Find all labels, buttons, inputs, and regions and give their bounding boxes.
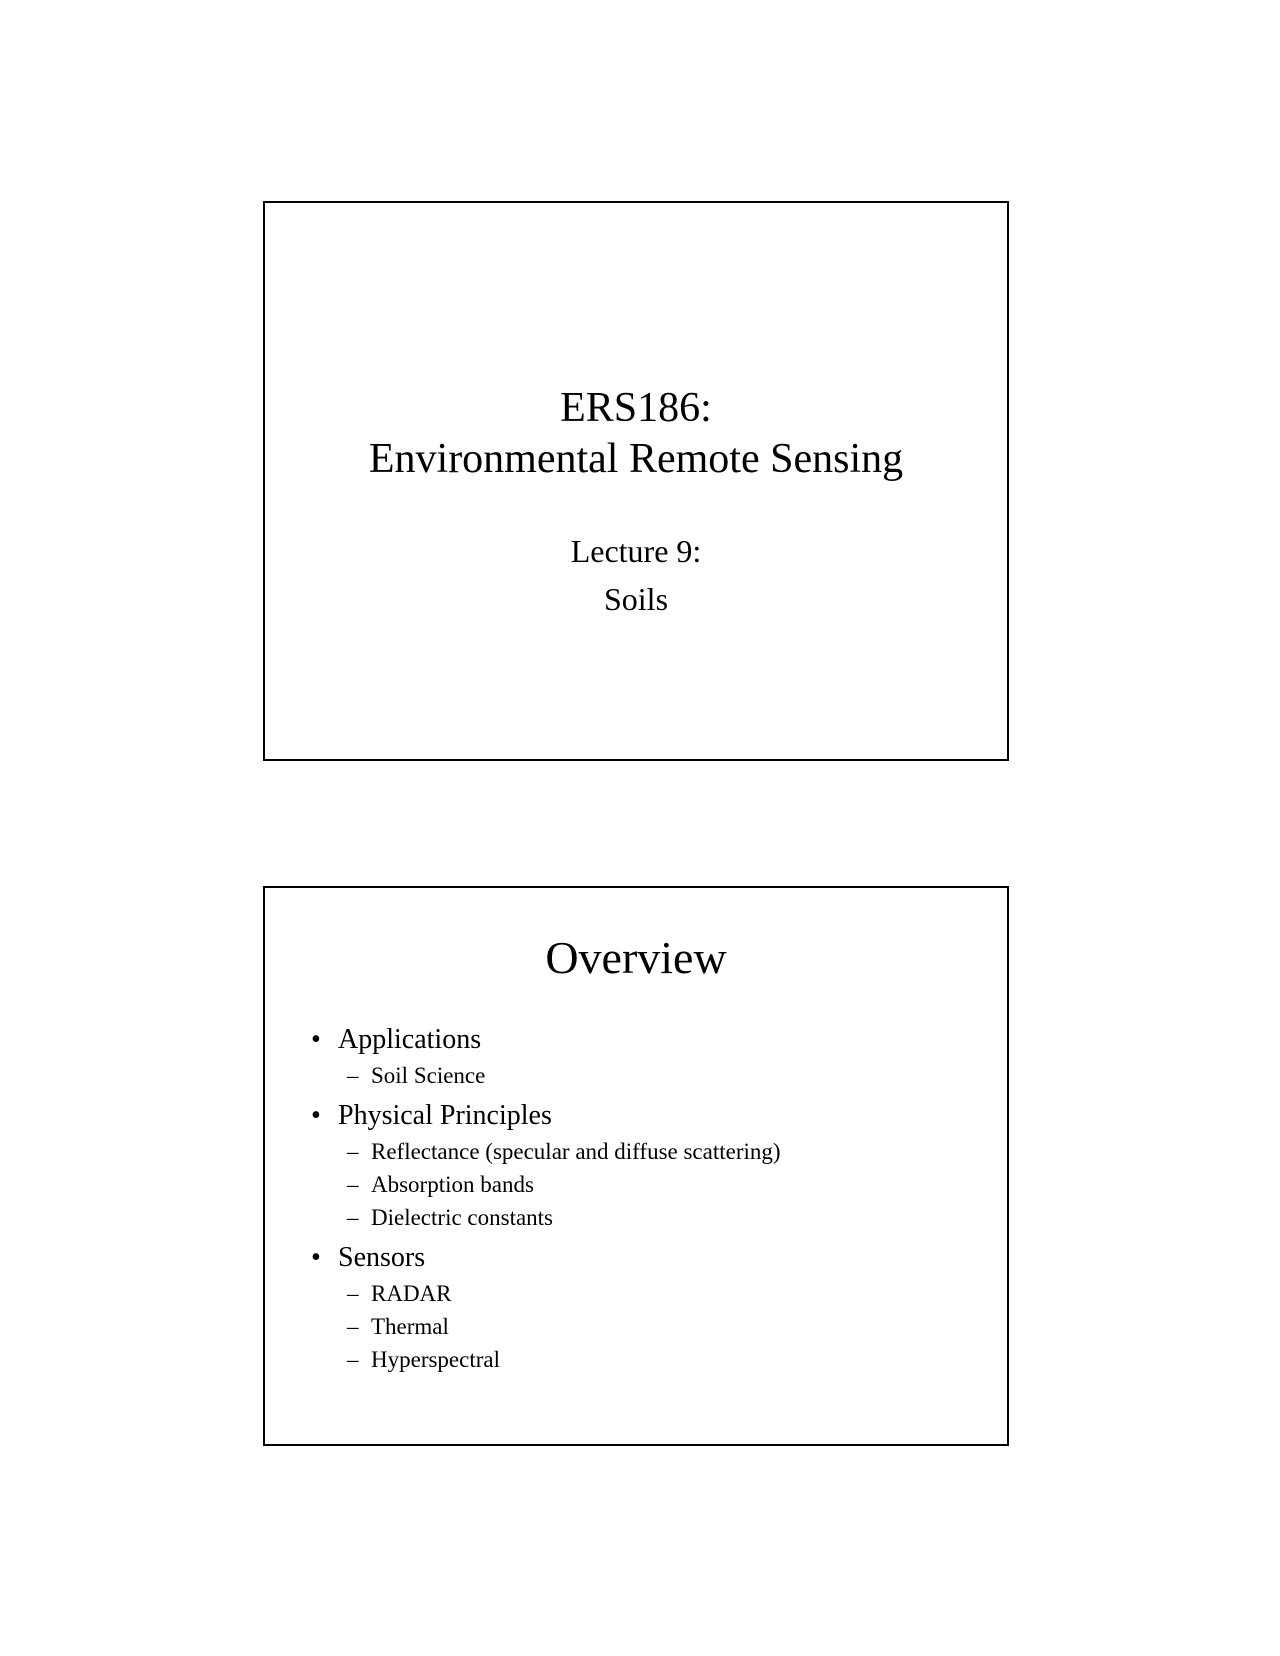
- sub-item-text: Thermal: [371, 1314, 449, 1339]
- sub-item-text: Dielectric constants: [371, 1205, 554, 1230]
- sub-list: [338, 1135, 781, 1234]
- dash-icon: –: [347, 1281, 359, 1306]
- bullet-list: [305, 1020, 781, 1380]
- course-code: ERS186:: [560, 385, 712, 431]
- sub-item: [338, 1168, 781, 1201]
- dash-icon: –: [347, 1139, 359, 1164]
- sub-list: [338, 1059, 781, 1092]
- bullet-icon: •: [311, 1100, 321, 1131]
- dash-icon: –: [347, 1172, 359, 1197]
- course-name: Environmental Remote Sensing: [368, 436, 904, 482]
- overview-slide: [263, 886, 1009, 1446]
- title-slide: [263, 201, 1009, 761]
- sub-item: [338, 1059, 781, 1092]
- sub-list: [338, 1277, 781, 1376]
- dash-icon: –: [347, 1314, 359, 1339]
- bullet-item: [305, 1238, 781, 1376]
- dash-icon: –: [347, 1205, 359, 1230]
- sub-item-text: Soil Science: [371, 1063, 486, 1088]
- sub-item: [338, 1310, 781, 1343]
- bullet-text: Physical Principles: [338, 1100, 552, 1131]
- dash-icon: –: [347, 1063, 359, 1088]
- slide-title: [265, 383, 1007, 485]
- sub-item: [338, 1343, 781, 1376]
- slide-subtitle: [265, 527, 1007, 623]
- sub-item: [338, 1135, 781, 1168]
- lecture-topic: Soils: [603, 581, 669, 617]
- bullet-item: [305, 1020, 781, 1092]
- dash-icon: –: [347, 1347, 359, 1372]
- bullet-icon: •: [311, 1242, 321, 1273]
- sub-item-text: RADAR: [371, 1281, 452, 1306]
- sub-item: [338, 1201, 781, 1234]
- bullet-text: Sensors: [338, 1242, 426, 1273]
- lecture-number: Lecture 9:: [570, 533, 702, 569]
- overview-title: Overview: [545, 932, 727, 983]
- sub-item: [338, 1277, 781, 1310]
- sub-item-text: Absorption bands: [371, 1172, 534, 1197]
- bullet-item: [305, 1096, 781, 1234]
- bullet-icon: •: [311, 1024, 321, 1055]
- sub-item-text: Hyperspectral: [371, 1347, 500, 1372]
- bullet-text: Applications: [338, 1024, 482, 1055]
- sub-item-text: Reflectance (specular and diffuse scattering): [371, 1139, 781, 1164]
